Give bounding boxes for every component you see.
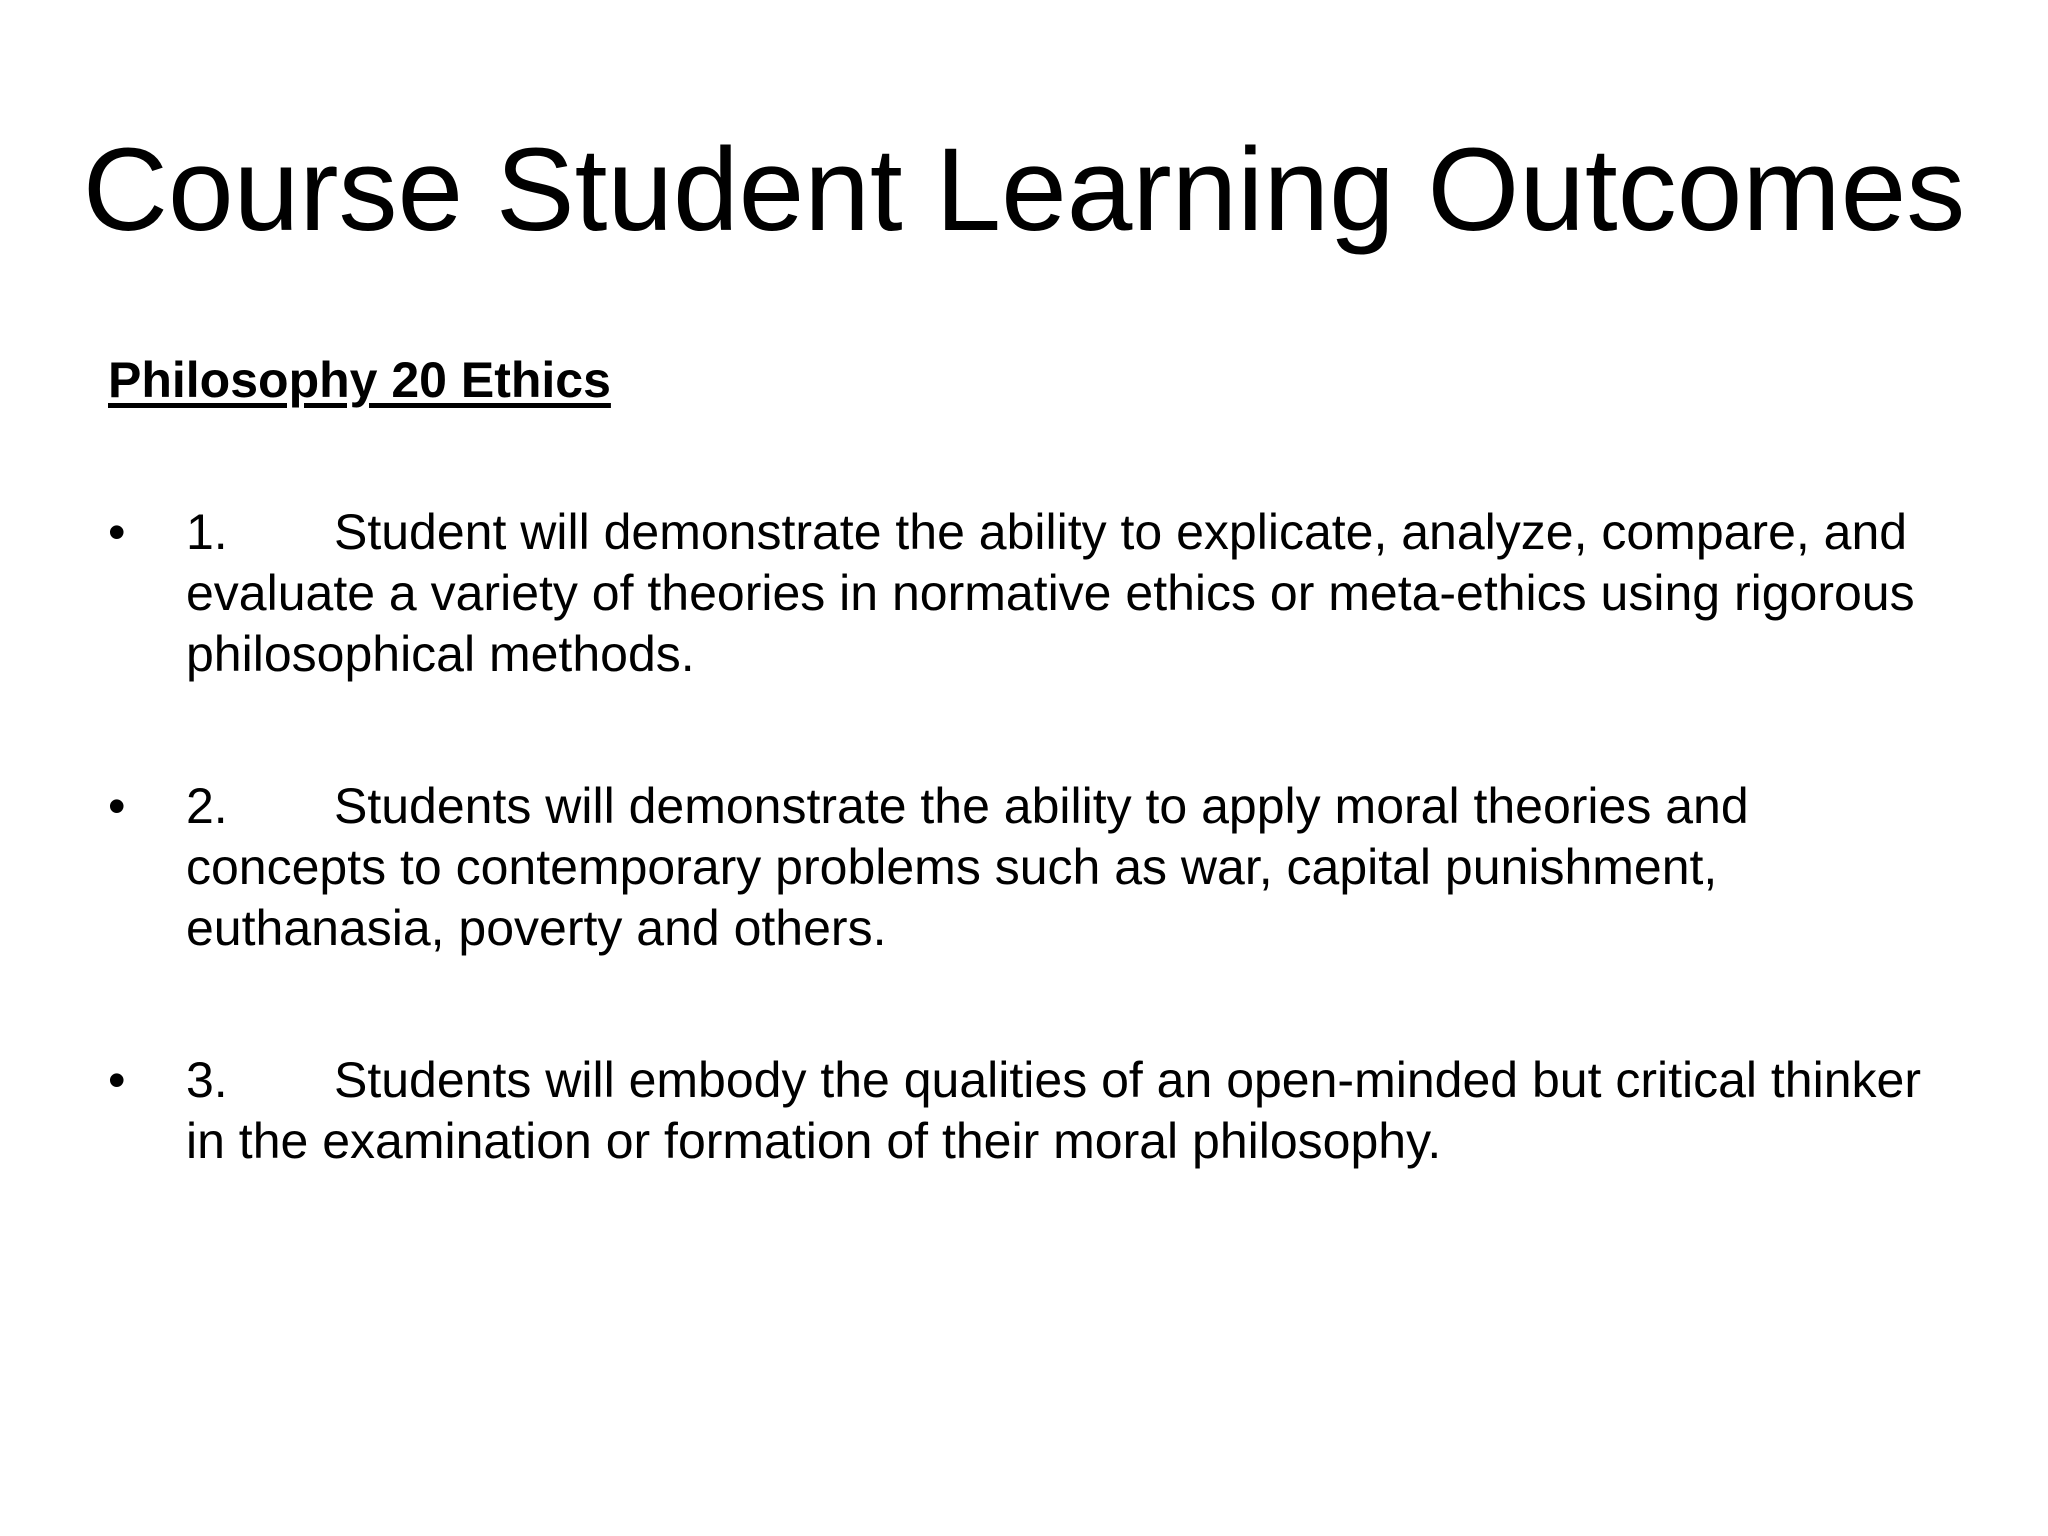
slide-title: Course Student Learning Outcomes: [82, 124, 1966, 256]
outcome-number: 1.: [186, 504, 228, 560]
outcome-text: Students will demonstrate the ability to apply moral theories and concepts to contemporary problems such as war, capital punishment, euthanasia, poverty and others.: [186, 778, 1749, 956]
outcome-item-1: [108, 502, 1958, 685]
outcome-item-2: [108, 776, 1958, 959]
outcomes-list: [108, 502, 1958, 1263]
outcome-number: 2.: [186, 778, 228, 834]
outcome-text: Student will demonstrate the ability to explicate, analyze, compare, and evaluate a variety of theories in normative ethics or meta-ethics using rigorous philosophical methods.: [186, 504, 1915, 682]
bullet-icon: •: [108, 504, 126, 560]
course-name: Philosophy 20 Ethics: [108, 352, 611, 408]
outcome-number: 3.: [186, 1052, 228, 1108]
bullet-icon: •: [108, 1052, 126, 1108]
bullet-icon: •: [108, 778, 126, 834]
outcome-item-3: [108, 1050, 1958, 1172]
outcome-text: Students will embody the qualities of an open-minded but critical thinker in the examination or formation of their moral philosophy.: [186, 1052, 1921, 1169]
